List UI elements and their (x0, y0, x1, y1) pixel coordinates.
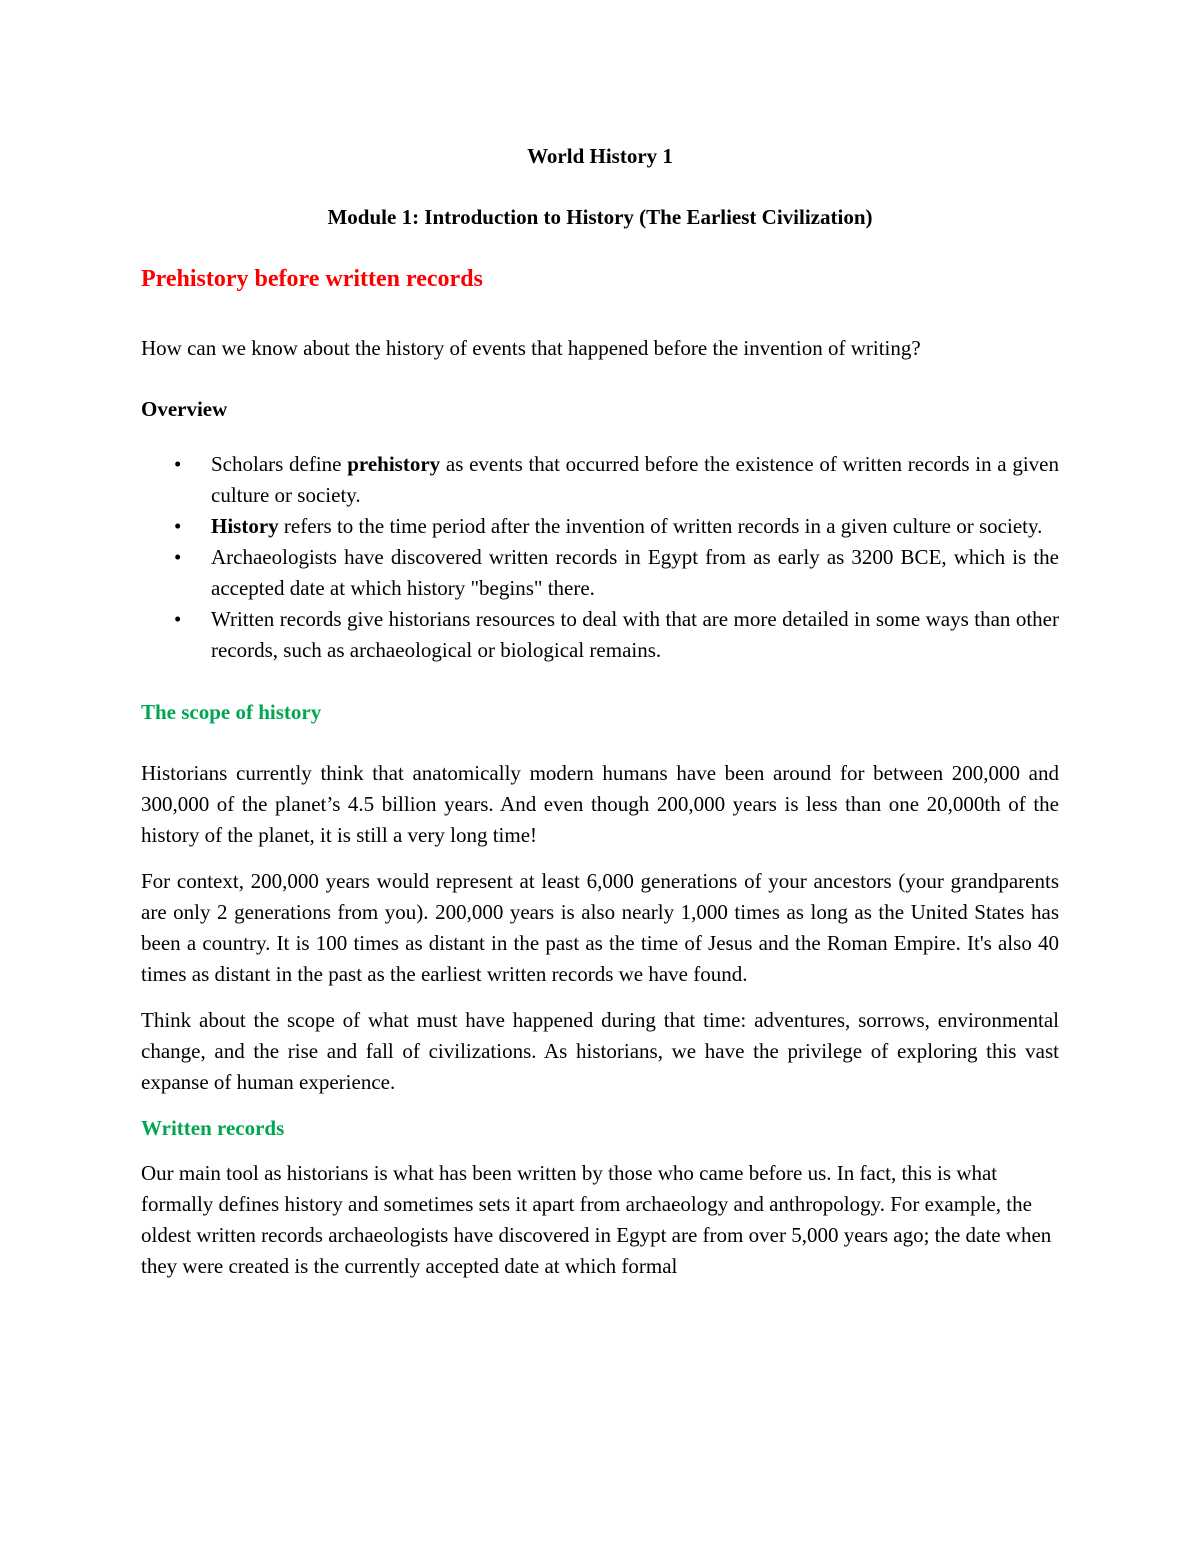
document-title: World History 1 (527, 144, 673, 168)
prehistory-heading: Prehistory before written records (141, 266, 483, 292)
overview-bullet-item: • Written records give historians resources to deal with that are more detailed in some ways than other records, such as archaeological or biological remains. (141, 604, 1059, 666)
overview-bullet-item: • History refers to the time period after the invention of written records in a given culture or society. (141, 511, 1059, 542)
bullet-dot: • (174, 452, 182, 476)
written-records-heading: Written records (141, 1116, 285, 1140)
document-content (141, 140, 1059, 1282)
module-title: Module 1: Introduction to History (The Earliest Civilization) (327, 205, 873, 229)
scope-heading: The scope of history (141, 700, 322, 724)
overview-bullet-list (141, 449, 1059, 666)
scope-paragraph-3: Think about the scope of what must have happened during that time: adventures, sorrows, environmental change, and the rise and fall of civilizations. As historians, we have the privilege of exploring this vast expanse of human experience. (141, 1008, 1059, 1094)
bullet-dot: • (174, 545, 182, 569)
scope-paragraph-1: Historians currently think that anatomically modern humans have been around for between 200,000 and 300,000 of the planet’s 4.5 billion years. And even though 200,000 years is less than one 20,000th of the history of the planet, it is still a very long time! (141, 761, 1059, 847)
overview-bullet-item: • Scholars define prehistory as events that occurred before the existence of written records in a given culture or society. (141, 449, 1059, 511)
bullet-dot: • (174, 514, 182, 538)
overview-bullet-item: • Archaeologists have discovered written records in Egypt from as early as 3200 BCE, which is the accepted date at which history "begins" there. (141, 542, 1059, 604)
scope-paragraph-2: For context, 200,000 years would represent at least 6,000 generations of your ancestors (your grandparents are only 2 generations from you). 200,000 years is also nearly 1,000 times as long as the United States has been a country. It is 100 times as distant in the past as the time of Jesus and the Roman Empire. It's also 40 times as distant in the past as the earliest written records we have found. (141, 869, 1059, 986)
written-records-paragraph: Our main tool as historians is what has been written by those who came before us. In fact, this is what formally defines history and sometimes sets it apart from archaeology and anthropology. For example, the oldest written records archaeologists have discovered in Egypt are from over 5,000 years ago; the date when they were created is the currently accepted date at which formal (141, 1161, 1052, 1278)
overview-heading: Overview (141, 397, 228, 421)
bullet-dot: • (174, 607, 182, 631)
prehistory-question: How can we know about the history of events that happened before the invention of writing? (141, 336, 921, 360)
